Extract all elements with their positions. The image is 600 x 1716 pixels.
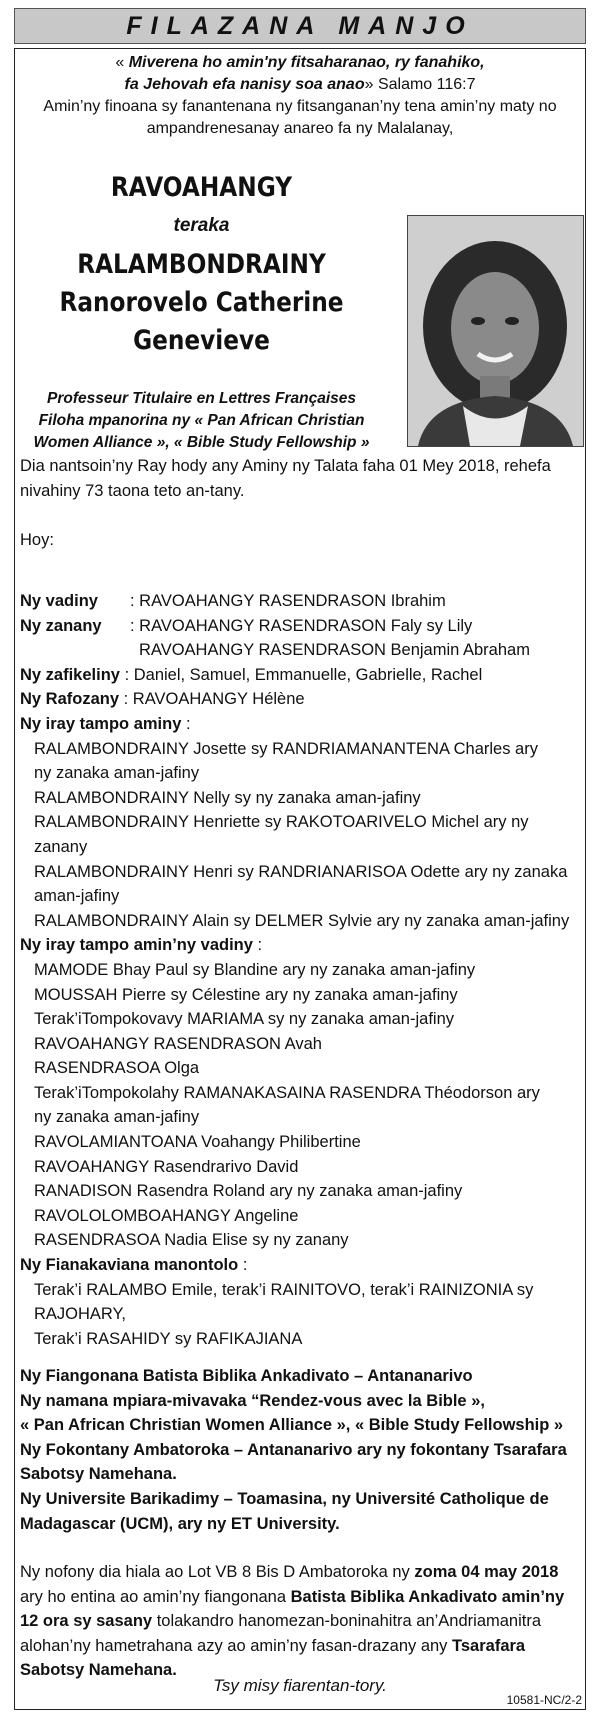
tampo-vady-item: Terak’iTompokovavy MARIAMA sy ny zanaka aman-jafiny bbox=[34, 1010, 454, 1029]
death-announcement bbox=[20, 454, 586, 503]
zanany-label: Ny zanany bbox=[20, 616, 102, 635]
portrait-photo bbox=[407, 215, 584, 447]
fianakaviana-row bbox=[20, 1253, 586, 1278]
funeral-time: 12 ora sy sasany bbox=[20, 1612, 153, 1631]
rafozany-value: : RAVOAHANGY Hélène bbox=[123, 690, 305, 709]
org-line: Sabotsy Namehana. bbox=[20, 1465, 177, 1484]
intro-text bbox=[20, 96, 580, 140]
tampo-vady-label: Ny iray tampo amin’ny vadiny bbox=[20, 936, 253, 955]
fianakaviana-item: Terak’i RASAHIDY sy RAFIKAJIANA bbox=[34, 1329, 303, 1348]
surname: RAVOAHANGY bbox=[110, 172, 293, 203]
tampo-vady-item: MAMODE Bhay Paul sy Blandine ary ny zanaka aman-jafiny bbox=[34, 960, 476, 979]
given-names-2: Genevieve bbox=[133, 325, 270, 356]
portrait-image bbox=[408, 216, 583, 446]
vadiny-row bbox=[20, 589, 586, 614]
funeral-date: zoma 04 may 2018 bbox=[414, 1563, 559, 1581]
rafozany-row bbox=[20, 687, 586, 712]
org-line: « Pan African Christian Women Alliance », « Bible Study Fellowship » bbox=[20, 1416, 564, 1435]
zanany-value: RAVOAHANGY RASENDRASON Benjamin Abraham bbox=[139, 641, 530, 660]
tampo-vady-item: MOUSSAH Pierre sy Célestine ary ny zanaka aman-jafiny bbox=[34, 985, 458, 1004]
zafikeliny-label: Ny zafikeliny bbox=[20, 665, 120, 684]
org-line: Ny Universite Barikadimy – Toamasina, ny Université Catholique de bbox=[20, 1489, 549, 1508]
maiden-name: RALAMBONDRAINY bbox=[77, 249, 326, 280]
title-line: Filoha mpanorina ny « Pan African Christian bbox=[38, 412, 365, 429]
death-line: nivahiny 73 taona teto an-tany. bbox=[20, 481, 245, 500]
funeral-text: ary ho entina ao amin’ny fiangonana bbox=[20, 1587, 291, 1606]
tampo-vady-item: RANADISON Rasendra Roland ary ny zanaka aman-jafiny bbox=[34, 1182, 463, 1201]
tampo-vady-item: RAVOAHANGY Rasendrarivo David bbox=[34, 1157, 299, 1176]
tampo-vady-item: Terak’iTompokolahy RAMANAKASAINA RASENDRA Théodorson ary bbox=[34, 1083, 540, 1102]
organizations bbox=[20, 1364, 586, 1536]
reference-code: 10581-NC/2-2 bbox=[506, 1693, 582, 1707]
given-names-1: Ranorovelo Catherine bbox=[59, 287, 344, 318]
funeral-place: Tsarafara bbox=[452, 1636, 526, 1655]
deceased-names bbox=[14, 170, 389, 360]
tampo-item: aman-jafiny bbox=[34, 887, 120, 906]
tampo-item: RALAMBONDRAINY Josette sy RANDRIAMANANTENA Charles ary bbox=[34, 739, 538, 758]
zanany-row bbox=[20, 614, 586, 639]
tampo-vady-item: RASENDRASOA Olga bbox=[34, 1059, 200, 1078]
quote-open: « bbox=[115, 54, 125, 71]
org-line: Ny Fokontany Ambatoroka – Antananarivo ary ny fokontany Tsarafara bbox=[20, 1440, 567, 1459]
tampo-colon: : bbox=[185, 714, 191, 733]
funeral-details bbox=[20, 1560, 586, 1683]
death-line: Dia nantsoin’ny Ray hody any Aminy ny Talata faha 01 Mey 2018, rehefa bbox=[20, 457, 551, 475]
tampo-vady-item: RASENDRASOA Nadia Elise sy ny zanany bbox=[34, 1231, 349, 1250]
fianakaviana-item: RAJOHARY, bbox=[34, 1305, 127, 1324]
epigraph-line2: fa Jehovah efa nanisy soa anao bbox=[124, 76, 365, 93]
title-line: Professeur Titulaire en Lettres Françaises bbox=[47, 390, 356, 407]
tampo-item: RALAMBONDRAINY Henri sy RANDRIANARISOA Odette ary ny zanaka bbox=[34, 862, 568, 881]
epigraph bbox=[20, 52, 580, 96]
tampo-vady-colon: : bbox=[257, 936, 263, 955]
tampo-item: RALAMBONDRAINY Henriette sy RAKOTOARIVELO Michel ary ny zanany bbox=[34, 813, 529, 856]
tampo-vady-item: ny zanaka aman-jafiny bbox=[34, 1108, 200, 1127]
org-line: Madagascar (UCM), ary ny ET University. bbox=[20, 1514, 340, 1533]
fianakaviana-label: Ny Fianakaviana manontolo bbox=[20, 1256, 239, 1275]
epigraph-line1: Miverena ho amin'ny fitsaharanao, ry fanahiko, bbox=[128, 54, 485, 71]
org-line: Ny Fiangonana Batista Biblika Ankadivato – Antananarivo bbox=[20, 1367, 473, 1385]
tampo-vady-item: RAVOLOLOMBOAHANGY Angeline bbox=[34, 1206, 299, 1225]
org-line: Ny namana mpiara-mivavaka “Rendez-vous avec la Bible », bbox=[20, 1391, 485, 1410]
zafikeliny-value: : Daniel, Samuel, Emmanuelle, Gabrielle, Rachel bbox=[124, 665, 483, 684]
zafikeliny-row bbox=[20, 663, 586, 688]
fianakaviana-item: Terak’i RALAMBO Emile, terak’i RAINITOVO, terak’i RAINIZONIA sy bbox=[34, 1280, 534, 1299]
tampo-label: Ny iray tampo aminy bbox=[20, 714, 182, 733]
tampo-item: RALAMBONDRAINY Alain sy DELMER Sylvie ary ny zanaka aman-jafiny bbox=[34, 911, 570, 930]
funeral-text: tolakandro hanomezan-boninahitra an’Andriamanitra bbox=[152, 1612, 542, 1631]
tampo-vady-row bbox=[20, 933, 586, 958]
funeral-place: Sabotsy Namehana. bbox=[20, 1661, 177, 1680]
tampo-item: ny zanaka aman-jafiny bbox=[34, 764, 200, 783]
intro-line: Amin’ny finoana sy fanantenana ny fitsanganan’ny tena amin’ny maty no bbox=[43, 98, 557, 115]
hoy-label: Hoy: bbox=[20, 531, 54, 549]
vadiny-value: : RAVOAHANGY RASENDRASON Ibrahim bbox=[130, 592, 446, 610]
tampo-vady-item: RAVOLAMIANTOANA Voahangy Philibertine bbox=[34, 1133, 361, 1152]
tampo-item: RALAMBONDRAINY Nelly sy ny zanaka aman-jafiny bbox=[34, 788, 421, 807]
funeral-church: Batista Biblika Ankadivato amin’ny bbox=[290, 1587, 565, 1606]
zanany-value: : RAVOAHANGY RASENDRASON Faly sy Lily bbox=[130, 616, 473, 635]
teraka-label: teraka bbox=[173, 215, 230, 236]
fianakaviana-colon: : bbox=[242, 1256, 248, 1275]
vadiny-label: Ny vadiny bbox=[20, 592, 98, 610]
closing-note: Tsy misy fiarentan-tory. bbox=[213, 1676, 387, 1695]
tampo-vady-item: RAVOAHANGY RASENDRASON Avah bbox=[34, 1034, 322, 1053]
epigraph-block bbox=[20, 48, 580, 140]
quote-close: » bbox=[364, 76, 374, 93]
tampo-row bbox=[20, 712, 586, 737]
funeral-text: alohan’ny hametrahana azy ao amin’ny fasan-drazany any bbox=[20, 1636, 453, 1655]
banner-title: FILAZANA MANJO bbox=[14, 8, 586, 44]
rafozany-label: Ny Rafozany bbox=[20, 690, 120, 709]
intro-line: ampandrenesanay anareo fa ny Malalanay, bbox=[146, 120, 454, 137]
title-line: Women Alliance », « Bible Study Fellowship » bbox=[33, 434, 370, 451]
epigraph-ref: Salamo 116:7 bbox=[377, 76, 476, 93]
funeral-text: Ny nofony dia hiala ao Lot VB 8 Bis D Ambatoroka ny bbox=[20, 1563, 415, 1581]
professional-titles bbox=[14, 388, 389, 454]
family-list bbox=[20, 589, 586, 1351]
